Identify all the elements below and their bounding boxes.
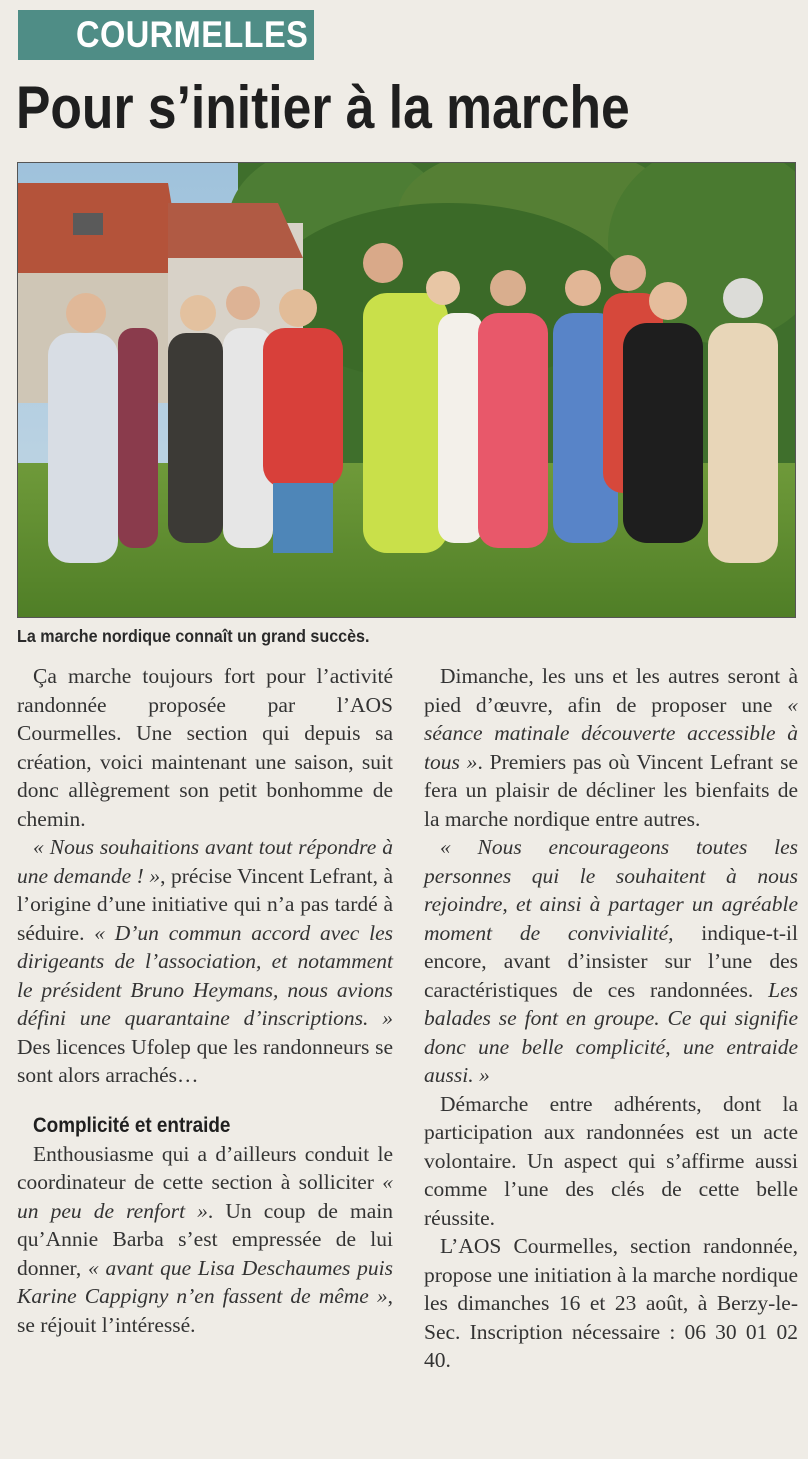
article-column-right [424,662,798,1375]
paragraph: Ça marche toujours fort pour l’activité randonnée proposée par l’AOS Courmelles. Une section qui depuis sa création, voici maintenant une saison, suit donc allègrement son petit bonhomme de chemin. [17,664,393,831]
quote: « Nous souhaitions avant tout répondre à une demande ! » [17,835,393,888]
section-kicker [18,10,314,60]
text-run: . Un coup de main qu’Annie Barba s’est empressée de lui donner, [17,1198,393,1280]
group-photo [17,162,796,618]
text-run: Dimanche, les uns et les autres seront à pied d’œuvre, afin de proposer une [424,664,798,717]
text-run: Enthousiasme qui a d’ailleurs conduit le coordinateur de cette section à solliciter [17,1141,393,1194]
text-run: indique-t-il encore, avant d’insister sur l’une des caractéristiques de ces randonnées. [424,920,798,1002]
quote: « avant que Lisa Deschaumes puis Karine Cappigny n’en fassent de même » [17,1255,393,1308]
quote: « séance matinale découverte accessible à tous » [424,692,798,774]
article-headline: Pour s’initier à la marche [16,74,630,141]
quote: « un peu de renfort » [17,1170,393,1223]
quote: Les balades se font en groupe. Ce qui signifie donc une belle complicité, une entraide aussi. » [424,977,798,1087]
text-run: , précise Vincent Lefrant, à l’origine d’une initiative qui n’a pas tardé à séduire. [17,863,393,945]
subheading: Complicité et entraide [33,1113,231,1137]
paragraph [17,1140,393,1340]
article-column-left [17,662,393,1339]
paragraph [424,662,798,833]
paragraph: Démarche entre adhérents, dont la participation aux randonnées est un acte volontaire. Un aspect qui s’affirme aussi comme l’une des clés de cette belle réussite. [424,1091,798,1230]
paragraph [424,833,798,1090]
kicker-label: COURMELLES [76,14,309,55]
text-run: Des licences Ufolep que les randonneurs se sont alors arrachés… [17,1034,393,1087]
text-run: , se réjouit l’intéressé. [17,1284,393,1337]
quote: « Nous encourageons toutes les personnes qui le souhaitent à nous rejoindre, et ainsi à partager un agréable moment de convivialité, [424,835,798,945]
paragraph: L’AOS Courmelles, section randonnée, propose une initiation à la marche nordique les dimanches 16 et 23 août, à Berzy-le-Sec. Inscription nécessaire : 06 30 01 02 40. [424,1234,798,1372]
paragraph [17,833,393,1090]
quote: « D’un commun accord avec les dirigeants de l’association, et notamment le président Bruno Heymans, nous avions défini une quarantaine d’inscriptions. » [17,920,393,1030]
text-run: . Premiers pas où Vincent Lefrant se fera un plaisir de décliner les bienfaits de la marche nordique entre autres. [424,749,798,831]
photo-caption: La marche nordique connaît un grand succès. [17,626,370,646]
